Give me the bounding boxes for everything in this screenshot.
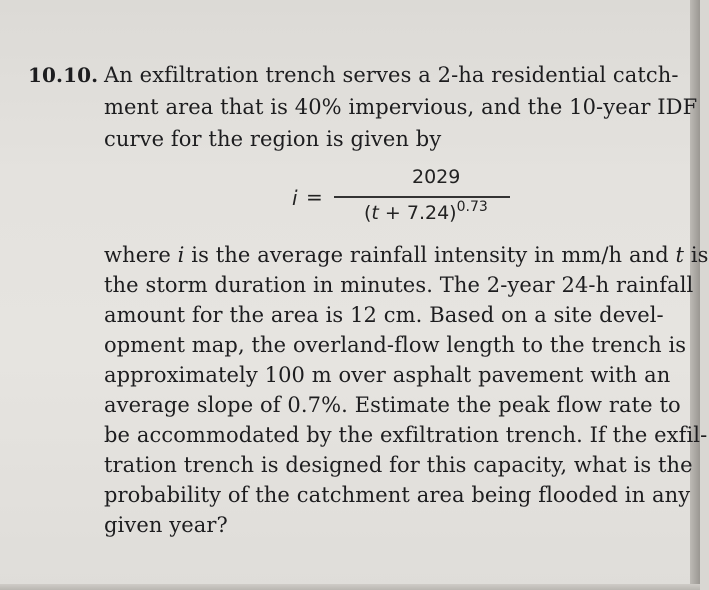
formula-exponent: 0.73 [456,199,488,215]
problem-line-8: approximately 100 m over asphalt pavement with an [104,363,671,387]
problem-line-1: An exfiltration trench serves a 2-ha residential catch- [104,63,679,87]
formula-lhs: i [292,186,298,210]
problem-line-2: ment area that is 40% impervious, and the 10-year IDF [104,95,698,119]
formula-denominator: $(t + 7.24)^{0.73}$ [364,199,488,224]
problem-line-12: probability of the catchment area being flooded in any [104,483,691,507]
problem-line-13: given year? [104,513,228,537]
problem-line-11: tration trench is designed for this capacity, what is the [104,453,693,477]
problem-line-5: the storm duration in minutes. The 2-year 24-h rainfall [104,273,694,297]
idf-formula [292,166,532,230]
problem-line-where: where i is the average rainfall intensity in mm/h and t is [104,243,709,267]
problem-line-10: be accommodated by the exfiltration trench. If the exfil- [104,423,708,447]
fraction-bar [334,196,510,198]
photo-edge-bottom [0,584,700,590]
problem-line-9: average slope of 0.7%. Estimate the peak flow rate to [104,393,681,417]
problem-line-6: amount for the area is 12 cm. Based on a site devel- [104,303,664,327]
formula-equals: = [306,185,323,209]
formula-numerator: 2029 [412,166,461,188]
problem-line-3: curve for the region is given by [104,127,442,151]
problem-number: 10.10. [28,63,99,87]
problem-line-7: opment map, the overland-flow length to the trench is [104,333,687,357]
